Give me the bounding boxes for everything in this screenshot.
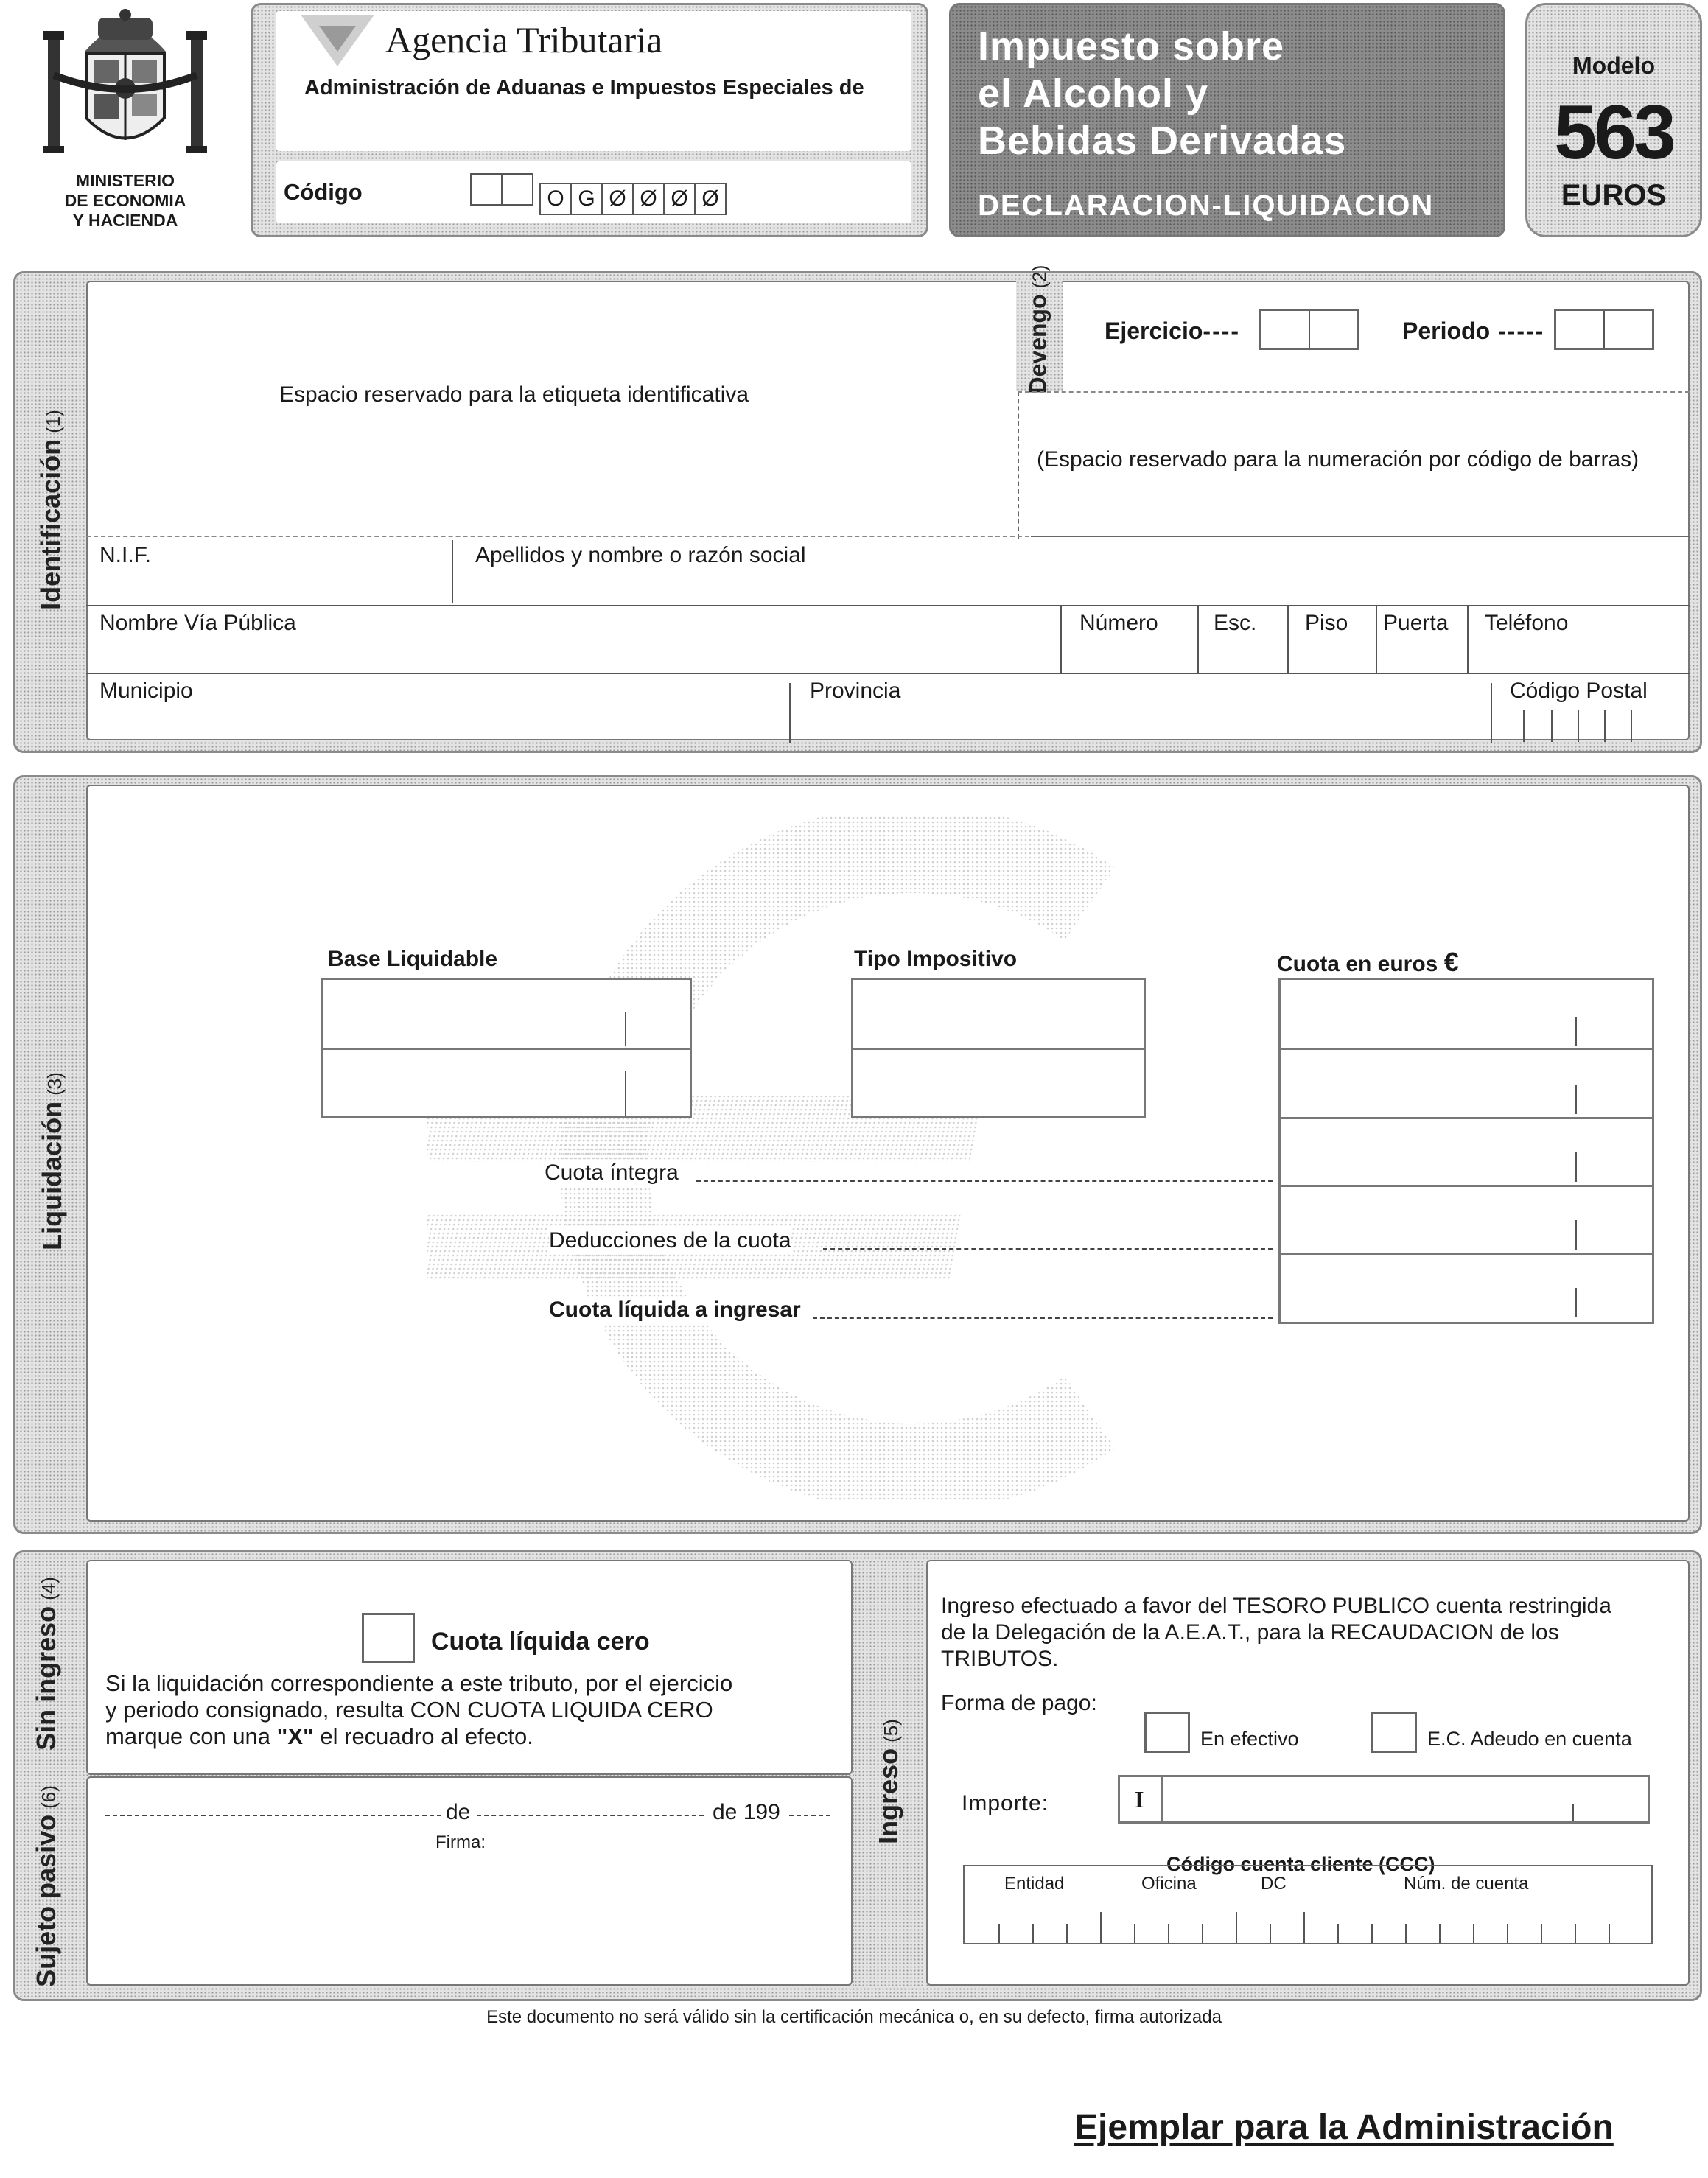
modelo-label: Modelo — [1572, 52, 1655, 79]
tipo-impositivo-field[interactable] — [851, 978, 1146, 1118]
codigo-cell[interactable] — [501, 173, 533, 206]
telefono-label: Teléfono — [1485, 611, 1569, 635]
codigo-cell: Ø — [663, 183, 696, 215]
coat-of-arms-logo — [41, 7, 210, 169]
identificacion-section — [13, 265, 1702, 753]
sujeto-pasivo-label: Sujeto pasivo(6) — [31, 1785, 61, 1987]
ministry-name: MINISTERIO DE ECONOMIA Y HACIENDA — [64, 171, 186, 230]
municipio-input[interactable] — [89, 710, 782, 739]
provincia-label: Provincia — [810, 679, 901, 703]
ejercicio-field[interactable] — [1259, 309, 1359, 350]
crest-icon — [41, 7, 210, 169]
base-liquidable-label: Base Liquidable — [328, 947, 498, 971]
lugar-line[interactable] — [105, 1815, 441, 1816]
cuota-cero-title: Cuota líquida cero — [431, 1628, 650, 1656]
mes-line[interactable] — [477, 1815, 704, 1816]
devengo-label: Devengo(2) — [1024, 265, 1051, 394]
cuota-cero-text-2: y periodo consignado, resulta CON CUOTA LIQUIDA CERO — [105, 1697, 713, 1723]
agency-box — [251, 3, 928, 237]
devengo-tab — [1016, 265, 1063, 394]
euro-icon: € — [1443, 947, 1459, 977]
codigo-cell: Ø — [694, 183, 727, 215]
cp-label: Código Postal — [1510, 679, 1648, 703]
ingreso-text-3: TRIBUTOS. — [941, 1647, 1059, 1671]
barcode-space: (Espacio reservado para la numeración por código de barras) — [1037, 447, 1639, 472]
via-label: Nombre Vía Pública — [99, 611, 296, 635]
modelo-box — [1525, 3, 1702, 237]
tax-subtitle: DECLARACION-LIQUIDACION — [978, 189, 1435, 222]
efectivo-checkbox[interactable] — [1144, 1712, 1190, 1753]
codigo-cell: Ø — [632, 183, 665, 215]
de-label: de — [446, 1800, 471, 1824]
ingreso-label: Ingreso(5) — [873, 1719, 903, 1844]
currency-label: EUROS — [1561, 179, 1667, 211]
cuota-liquida-label: Cuota líquida a ingresar — [549, 1298, 801, 1322]
codigo-cell: Ø — [601, 183, 634, 215]
cuota-integra-label: Cuota íntegra — [545, 1160, 679, 1185]
firma-label: Firma: — [435, 1832, 486, 1852]
cuota-cero-checkbox[interactable] — [362, 1613, 415, 1663]
importe-prefix: I — [1135, 1786, 1144, 1813]
cuota-cero-text-1: Si la liquidación correspondiente a este tributo, por el ejercicio — [105, 1670, 733, 1696]
validity-note: Este documento no será válido sin la certificación mecánica o, en su defecto, firma autorizada — [486, 2007, 1222, 2027]
num-cuenta-label: Núm. de cuenta — [1404, 1874, 1529, 1894]
esc-label: Esc. — [1214, 611, 1257, 635]
cuota-cero-text-3: marque con una "X" el recuadro al efecto. — [105, 1723, 533, 1749]
codigo-cells — [470, 173, 725, 215]
liquidacion-section — [13, 775, 1702, 1534]
liquidacion-label: Liquidación(3) — [37, 1072, 67, 1250]
codigo-label: Código — [284, 179, 363, 205]
piso-label: Piso — [1305, 611, 1348, 635]
codigo-cell: G — [570, 183, 603, 215]
ccc-label: Código cuenta cliente (CCC) — [1161, 1853, 1441, 1876]
periodo-label: Periodo ----- — [1402, 318, 1545, 344]
tipo-impositivo-label: Tipo Impositivo — [854, 947, 1018, 971]
copy-designation: Ejemplar para la Administración — [1074, 2108, 1614, 2147]
tax-title: Impuesto sobre el Alcohol y Bebidas Derivadas — [978, 24, 1347, 163]
identificacion-content — [86, 281, 1690, 740]
numero-label: Número — [1079, 611, 1158, 635]
codigo-cell[interactable] — [470, 173, 503, 206]
adeudo-label: E.C. Adeudo en cuenta — [1427, 1728, 1632, 1750]
identificacion-label: Identificación(1) — [35, 410, 66, 610]
nif-label: N.I.F. — [99, 543, 152, 567]
ccc-field[interactable] — [963, 1865, 1653, 1944]
forma-pago-label: Forma de pago: — [941, 1691, 1097, 1715]
dc-label: DC — [1261, 1874, 1287, 1894]
agency-subtitle: Administración de Aduanas e Impuestos Especiales de — [304, 76, 864, 99]
puerta-label: Puerta — [1383, 611, 1449, 635]
postal-code-field[interactable] — [1523, 710, 1656, 742]
apellidos-input[interactable] — [458, 571, 1681, 600]
deducciones-label: Deducciones de la cuota — [549, 1228, 791, 1253]
importe-field[interactable] — [1118, 1775, 1650, 1824]
cuota-euros-label: Cuota en euros € — [1277, 947, 1459, 977]
importe-label: Importe: — [962, 1791, 1049, 1815]
cuota-euros-table — [1278, 978, 1654, 1324]
modelo-number: 563 — [1554, 90, 1673, 175]
etiqueta-space: Espacio reservado para la etiqueta identificativa — [279, 382, 749, 407]
oficina-label: Oficina — [1141, 1874, 1197, 1894]
via-input[interactable] — [89, 637, 1054, 670]
base-liquidable-field[interactable] — [321, 978, 692, 1118]
codigo-cell: O — [539, 183, 572, 215]
periodo-field[interactable] — [1554, 309, 1654, 350]
agency-name: Agencia Tributaria — [385, 19, 663, 60]
ejercicio-label: Ejercicio---- — [1105, 318, 1241, 344]
nif-input[interactable] — [89, 571, 449, 600]
euro-watermark-icon — [427, 816, 1237, 1501]
ingreso-text-2: de la Delegación de la A.E.A.T., para la RECAUDACION de los — [941, 1620, 1559, 1645]
agency-logo-icon — [297, 11, 378, 74]
adeudo-checkbox[interactable] — [1371, 1712, 1417, 1753]
bottom-section — [13, 1550, 1702, 2001]
efectivo-label: En efectivo — [1200, 1728, 1299, 1750]
municipio-label: Municipio — [99, 679, 193, 703]
sin-ingreso-label: Sin ingreso(4) — [31, 1577, 61, 1751]
entidad-label: Entidad — [1004, 1874, 1065, 1894]
ingreso-text-1: Ingreso efectuado a favor del TESORO PUBLICO cuenta restringida — [941, 1594, 1611, 1618]
apellidos-label: Apellidos y nombre o razón social — [475, 543, 806, 567]
tax-title-box — [949, 3, 1505, 237]
de-199-label: de 199 — [713, 1800, 780, 1824]
anio-line[interactable] — [789, 1815, 830, 1816]
